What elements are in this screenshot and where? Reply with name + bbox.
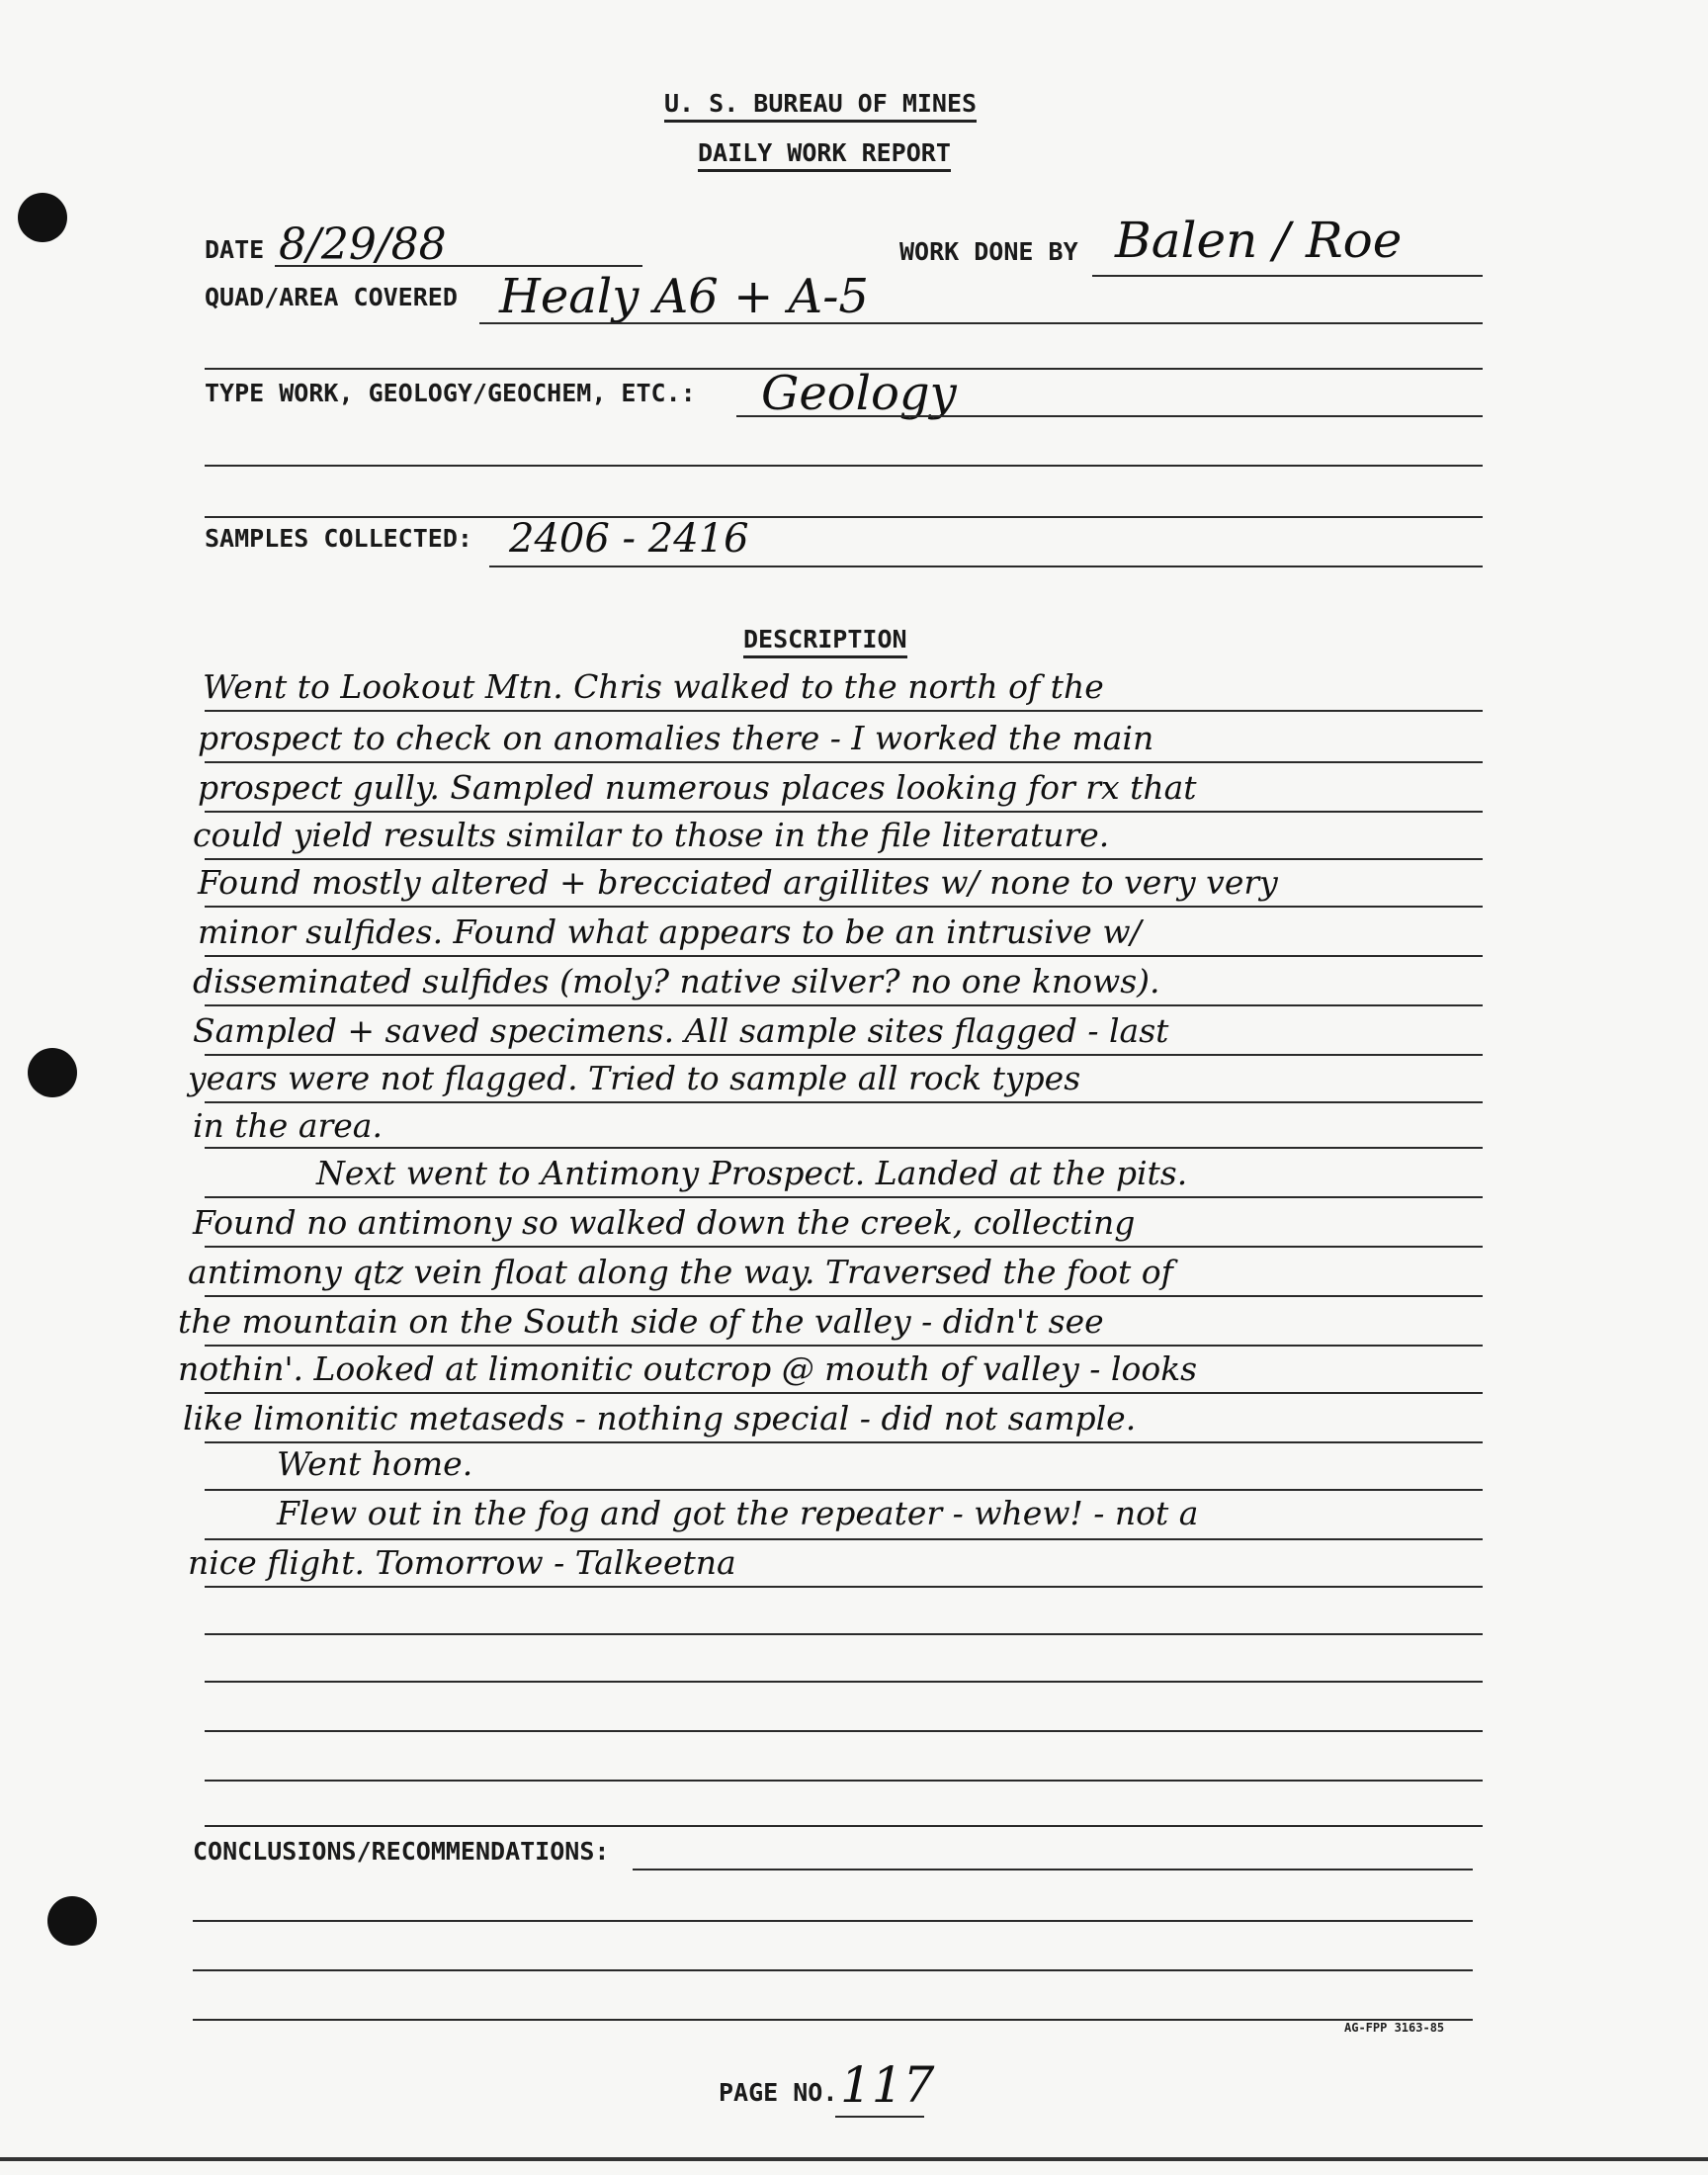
desc-rule-21 [205,1681,1483,1683]
desc-rule-5 [205,906,1483,908]
date-value: 8/29/88 [279,219,447,270]
description-line: antimony qtz vein float along the way. Traversed the foot of [188,1253,1173,1291]
desc-rule-4 [205,858,1483,860]
quad-value: Healy A6 + A-5 [499,269,869,324]
conclusions-label: CONCLUSIONS/RECOMMENDATIONS: [193,1837,610,1866]
description-line: the mountain on the South side of the valley - didn't see [178,1302,1104,1341]
page-number-value: 117 [840,2056,935,2114]
description-line: nice flight. Tomorrow - Talkeetna [188,1543,736,1582]
description-line: years were not flagged. Tried to sample all rock types [188,1059,1081,1097]
type-work-value: Geology [761,366,957,421]
description-line: could yield results similar to those in the file literature. [193,816,1110,854]
desc-rule-14 [205,1345,1483,1347]
report-title: DAILY WORK REPORT [698,138,951,167]
description-line: Went to Lookout Mtn. Chris walked to the north of the [203,667,1104,706]
desc-rule-20 [205,1633,1483,1635]
desc-rule-19 [205,1586,1483,1588]
desc-rule-7 [205,1004,1483,1006]
desc-rule-17 [205,1489,1483,1491]
page-number-label: PAGE NO. [719,2078,838,2107]
description-line: Went home. [277,1444,473,1483]
work-done-by-value: Balen / Roe [1115,212,1403,269]
desc-rule-24 [205,1825,1483,1827]
desc-rule-16 [205,1441,1483,1443]
binder-hole-middle [28,1048,77,1097]
description-line: Next went to Antimony Prospect. Landed at the pits. [316,1154,1188,1192]
date-label: DATE [205,235,265,264]
conclusions-underline-3 [193,1969,1473,1971]
binder-hole-bottom [47,1896,97,1946]
type-work-label: TYPE WORK, GEOLOGY/GEOCHEM, ETC.: [205,379,696,407]
description-line: prospect gully. Sampled numerous places looking for rx that [198,768,1197,807]
desc-rule-13 [205,1295,1483,1297]
samples-label: SAMPLES COLLECTED: [205,524,472,553]
work-done-by-label: WORK DONE BY [899,237,1078,266]
description-line: like limonitic metaseds - nothing special - did not sample. [183,1399,1137,1437]
page-number-underline [835,2116,924,2118]
desc-rule-12 [205,1246,1483,1248]
desc-rule-10 [205,1147,1483,1149]
desc-rule-9 [205,1101,1483,1103]
description-line: Sampled + saved specimens. All sample sites flagged - last [193,1011,1169,1050]
description-line: in the area. [193,1106,383,1145]
description-line: disseminated sulfides (moly? native silver? no one knows). [193,962,1160,1000]
samples-underline [489,566,1483,567]
scan-bottom-edge [0,2157,1708,2161]
form-code: AG-FPP 3163-85 [1344,2021,1445,2035]
date-underline [275,265,642,267]
conclusions-underline-4 [193,2019,1473,2021]
desc-rule-3 [205,811,1483,813]
description-heading: DESCRIPTION [743,625,907,653]
desc-rule-8 [205,1054,1483,1056]
desc-rule-2 [205,761,1483,763]
desc-rule-11 [205,1196,1483,1198]
binder-hole-top [18,193,67,242]
agency-title: U. S. BUREAU OF MINES [664,89,977,118]
description-line: minor sulfides. Found what appears to be an intrusive w/ [198,913,1142,951]
description-line: Found mostly altered + brecciated argillites w/ none to very very [198,863,1278,902]
conclusions-underline-2 [193,1920,1473,1922]
quad-underline-1 [479,322,1483,324]
desc-rule-22 [205,1730,1483,1732]
work-done-by-underline [1092,275,1483,277]
description-line: Flew out in the fog and got the repeater - whew! - not a [277,1494,1199,1532]
description-line: Found no antimony so walked down the creek, collecting [193,1203,1136,1242]
type-work-underline-3 [205,516,1483,518]
desc-rule-15 [205,1392,1483,1394]
desc-rule-23 [205,1780,1483,1782]
desc-rule-18 [205,1538,1483,1540]
description-line: prospect to check on anomalies there - I worked the main [198,719,1154,757]
desc-rule-6 [205,955,1483,957]
type-work-underline-2 [205,465,1483,467]
quad-label: QUAD/AREA COVERED [205,283,458,311]
samples-value: 2406 - 2416 [509,516,749,562]
desc-rule-1 [205,710,1483,712]
conclusions-underline-1 [633,1869,1473,1870]
type-work-underline-1 [736,415,1483,417]
description-line: nothin'. Looked at limonitic outcrop @ mouth of valley - looks [178,1349,1198,1388]
